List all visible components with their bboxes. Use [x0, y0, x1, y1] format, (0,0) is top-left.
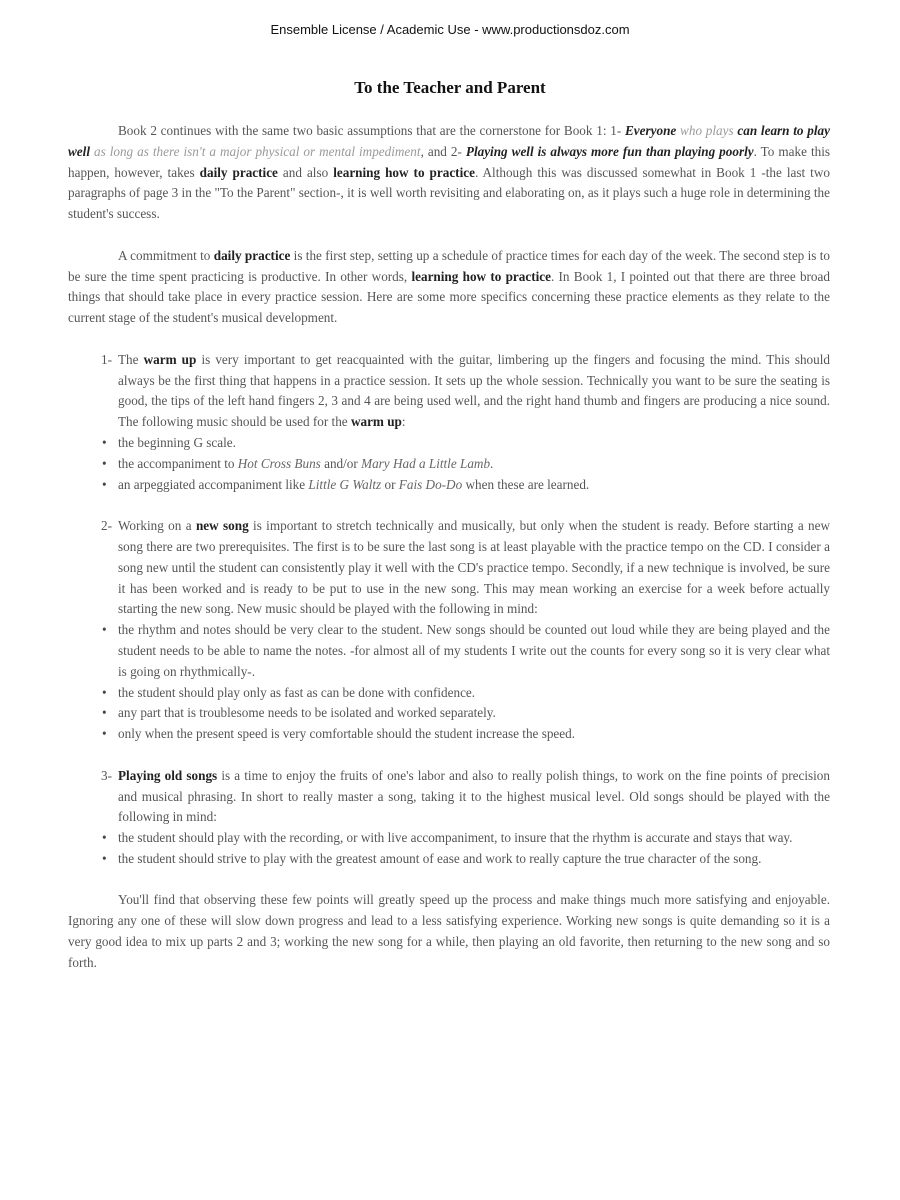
newsong-bullet: • the rhythm and notes should be very clear to the student. New songs should be counted out loud while they are being played and the student needs to be able to name the notes. -for almost all of my students I write out the counts for every song so it is very clear what is going on rhythmically-. — [68, 620, 830, 682]
document-body — [68, 121, 830, 974]
oldsongs-bullet: • the student should strive to play with the greatest amount of ease and work to really capture the true character of the song. — [68, 849, 830, 870]
newsong-item: 2- Working on a new song is important to stretch technically and musically, but only when the student is ready. Before starting a new song there are two prerequisites. The first is to be sure the last song is at least playable with the practice tempo on the CD. I consider a song new until the student can consistently play it well with the CD's practice tempo. Secondly, if a new technique is involved, be sure it has been worked and is ready to be put to use in the new song. This may mean working an exercise for a week before actually starting the new song. New music should be played with the following in mind: — [101, 518, 830, 617]
commitment-paragraph: A commitment to daily practice is the first step, setting up a schedule of practice times for each day of the week. The second step is to be sure the time spent practicing is productive. In other words, learning how to practice. In Book 1, I pointed out that there are three broad things that should take place in every practice session. Here are some more specifics concerning these practice elements as they relate to the current stage of the student's musical development. — [68, 247, 831, 326]
warmup-item: 1- The warm up is very important to get reacquainted with the guitar, limbering up the fingers and focusing the mind. This should always be the first thing that happens in a practice session. It sets up the whole session. Technically you want to be sure the seating is good, the tips of the left hand fingers 2, 3 and 4 are being used well, and the right hand thumb and fingers are producing a nice sound. The following music should be used for the warm up: — [101, 351, 831, 430]
intro-paragraph: Book 2 continues with the same two basic assumptions that are the cornerstone for Book 1: 1- Everyone who plays can learn to play well as long as there isn't a major physical or mental impediment, and 2- Playing well is always more fun than playing poorly. To make this happen, however, takes daily practice and also learning how to practice. Although this was discussed somewhat in Book 1 -the last two paragraphs of page 3 in the "To the Parent" section-, it is well worth revisiting and elaborating on, as it plays such a huge role in determining the student's success. — [68, 123, 831, 222]
oldsongs-bullet: • the student should play with the recording, or with live accompaniment, to insure that the rhythm is accurate and stays that way. — [68, 828, 830, 849]
warmup-bullet: • an arpeggiated accompaniment like Little G Waltz or Fais Do-Do when these are learned. — [68, 475, 830, 496]
newsong-bullet: • any part that is troublesome needs to be isolated and worked separately. — [68, 703, 830, 724]
page-title: To the Teacher and Parent — [354, 78, 546, 97]
newsong-bullet: • the student should play only as fast as can be done with confidence. — [68, 683, 830, 704]
oldsongs-item: 3- Playing old songs is a time to enjoy the fruits of one's labor and also to really polish things, to work on the fine points of precision and musical phrasing. In short to really master a song, taking it to the highest musical level. Old songs should be played with the following in mind: — [101, 767, 830, 825]
warmup-bullet: • the beginning G scale. — [68, 433, 830, 454]
closing-paragraph: You'll find that observing these few points will greatly speed up the process and make things much more satisfying and enjoyable. Ignoring any one of these will slow down progress and lead to a less satisfying experience. Working new songs is quite demanding so it is a very good idea to mix up parts 2 and 3; working the new song for a while, then playing an old favorite, then returning to the new song and so forth. — [68, 892, 830, 970]
license-header: Ensemble License / Academic Use - www.productionsdoz.com — [270, 22, 630, 37]
warmup-bullet: • the accompaniment to Hot Cross Buns and/or Mary Had a Little Lamb. — [68, 454, 830, 475]
newsong-bullet: • only when the present speed is very comfortable should the student increase the speed. — [68, 724, 830, 745]
